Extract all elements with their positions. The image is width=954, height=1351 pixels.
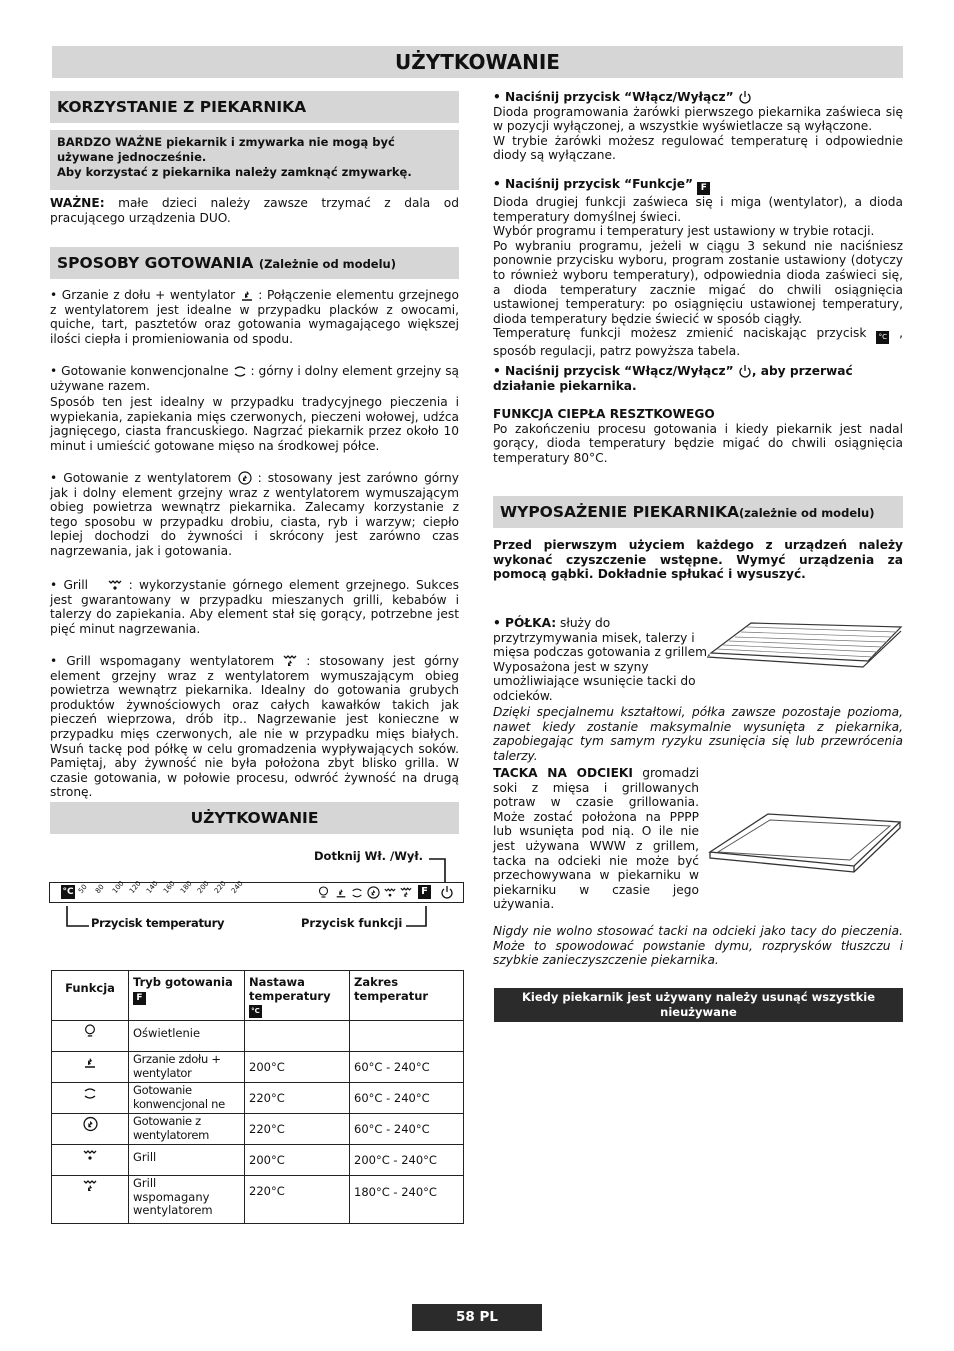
table-cell-range: 180°C - 240°C [350, 1176, 464, 1224]
panel-tick: 200 [195, 879, 211, 895]
shelf-label: • PÓŁKA: [493, 616, 557, 630]
shelf-note: Dzięki specjalnemu kształtowi, półka zawsze pozostaje pozioma, nawet kiedy zostanie maksymalnie wysunięta z piekarnika, zapobiegając tym samym ryzyku zsunięcia się lub przewrócenia talerzy. [493, 705, 903, 763]
table-cell-range: 200°C - 240°C [350, 1145, 464, 1176]
table-cell-mode: Grill [129, 1145, 245, 1176]
table-row [52, 1176, 464, 1224]
method-bottom-fan-desc: : Połączenie elementu grzejnego z wentylatorem jest idealne w przypadku placków z owocami, quiche, tart, pasztetów oraz gotowania wymagającego większej ilości ciepła i promieniowania od spodu. [50, 288, 460, 346]
power-icon [738, 364, 752, 378]
method-grill [50, 578, 459, 636]
method-conventional-name: • Gotowanie konwencjonalne [50, 364, 229, 378]
table-cell-icon [52, 1114, 129, 1145]
lamp-icon [84, 1023, 96, 1039]
table-row [52, 1114, 464, 1145]
table-cell-set: 200°C [245, 1145, 350, 1176]
step-function-text-2: Wybór programu i temperatury jest ustawiony w trybie rotacji. [493, 224, 875, 239]
cooking-methods-subtitle: (Zależnie od modelu) [258, 257, 396, 271]
cooking-methods-title: SPOSOBY GOTOWANIA [57, 254, 254, 272]
fan-oven-icon [367, 886, 380, 903]
col-header-set-temp [245, 971, 350, 1021]
function-key-icon: F [697, 182, 710, 195]
table-cell-set: 220°C [245, 1083, 350, 1114]
remove-accessories-note: Kiedy piekarnik jest używany należy usunąć wszystkie nieużywane [494, 988, 903, 1022]
panel-tick: 240 [229, 879, 245, 895]
table-row [52, 1052, 464, 1083]
step-function-text-4b: , sposób regulacji, patrz powyższa tabela. [493, 326, 904, 359]
temperature-key-icon: °C [249, 1005, 262, 1018]
table-cell-mode: Grill wspomagany wentylatorem [129, 1176, 245, 1224]
method-bottom-fan [50, 288, 459, 346]
conventional-icon [83, 1085, 97, 1101]
conventional-icon [233, 364, 247, 378]
panel-tick: 140 [144, 879, 160, 895]
table-cell-set: 200°C [245, 1052, 350, 1083]
power-icon [738, 90, 752, 104]
section-title-using-oven: KORZYSTANIE Z PIEKARNIKA [50, 91, 459, 123]
table-cell-set: 220°C [245, 1114, 350, 1145]
panel-tick: 120 [127, 879, 143, 895]
warning-line-2: Aby korzystać z piekarnika należy zamknąć zmywarkę. [57, 165, 412, 179]
fan-oven-icon [238, 471, 252, 485]
control-panel [49, 879, 464, 903]
method-conventional [50, 364, 459, 393]
method-conventional-detail: Sposób ten jest idealny w przypadku tradycyjnego pieczenia i wypiekania, zapiekania mięs czerwonych, pieczeni wołowej, udźca jagnięcego, ciasta francuskiego. Nagrzać piekarnik przez około 10 minut i umieścić gotowane mięso na środkowej półce. [50, 395, 459, 453]
function-button-icon[interactable]: F [418, 885, 431, 899]
warning-line-1: BARDZO WAŻNE piekarnik i zmywarka nie mogą być używane jednocześnie. [57, 135, 395, 164]
table-cell-range: 60°C - 240°C [350, 1083, 464, 1114]
panel-tick: 180 [178, 879, 194, 895]
grill-icon [108, 578, 122, 592]
power-callout-line [428, 858, 448, 884]
temperature-button-icon[interactable]: °C [62, 887, 74, 897]
function-table [51, 970, 464, 1224]
step-power-on-title: • Naciśnij przycisk “Włącz/Wyłącz” [493, 90, 734, 104]
method-fan-grill [50, 654, 459, 800]
panel-tick: 80 [93, 883, 106, 895]
method-fan-name: • Gotowanie z wentylatorem [50, 471, 232, 485]
tray-text: gromadzi soki z mięsa i grillowanych potraw w czasie grillowania. Może zostać położona na PPPP lub wsunięta pod nią. O ile nie jest używana WWW z grillem, tacka na odcieki nie może być przechowywana w piekarniku w piekarniku w czasie jego używania. [493, 766, 700, 912]
tray-description [493, 766, 699, 912]
important-text: małe dzieci należy zawsze trzymać z dala od pracującego urządzenia DUO. [50, 196, 459, 225]
accessories-title: WYPOSAŻENIE PIEKARNIKA [500, 503, 739, 521]
step-power-on-heading [493, 90, 903, 105]
step-function-text-4 [493, 326, 903, 359]
page-number: 58 PL [412, 1304, 542, 1331]
table-cell-icon [52, 1083, 129, 1114]
temperature-key-icon: °C [876, 331, 889, 344]
method-fan-desc: : stosowany jest zarówno górny jak i dolny element grzejny wraz z wentylatorem wymuszającym obieg powietrza wewnątrz piekarnika. Zalecamy korzystanie z tego sposobu w przypadku drobiu, ciasta, ryb i warzyw; ciepło lepiej dochodzi do żywności i skrócony jest zarówno czas nagrzewania, jak i gotowania. [50, 471, 459, 558]
drip-tray-illustration [704, 808, 904, 878]
step-power-off [493, 364, 903, 393]
table-cell-mode: Grzanie zdołu + wentylator [129, 1052, 245, 1083]
bottom-fan-icon [240, 288, 254, 302]
accessories-subtitle: (zależnie od modelu) [738, 506, 875, 520]
table-cell-mode: Gotowanie z wentylatorem [129, 1114, 245, 1145]
section-title-accessories [493, 496, 903, 528]
col-header-range: Zakres temperatur [350, 971, 464, 1021]
important-note [50, 196, 459, 225]
step-power-off-a: • Naciśnij przycisk “Włącz/Wyłącz” [493, 364, 734, 378]
step-power-on-text: Dioda programowania żarówki pierwszego piekarnika zaświeca się w pozycji wyłączonej, a wszystkie wyświetlacze są wyłączone. [493, 104, 903, 134]
bottom-fan-icon [335, 886, 347, 903]
step-function-heading [493, 177, 903, 195]
accessories-intro: Przed pierwszym użyciem każdego z urządzeń należy wykonać czyszczenie wstępne. Wymyć urządzenia za pomocą gąbki. Dokładnie spłukać i wysuszyć. [493, 538, 903, 582]
table-cell-icon [52, 1052, 129, 1083]
mode-header-text: Tryb gotowania [133, 975, 233, 989]
panel-tick: 50 [76, 883, 89, 895]
oven-shelf-illustration [703, 615, 903, 675]
conventional-icon [351, 886, 363, 903]
grill-icon [384, 886, 396, 903]
step-function-title: • Naciśnij przycisk “Funkcje” [493, 177, 694, 191]
power-touch-label: Dotknij Wł. /Wył. [314, 849, 424, 863]
fan-grill-icon [83, 1178, 97, 1194]
tray-note: Nigdy nie wolno stosować tacki na odcieki jako tacy do pieczenia. Może to spowodować powstanie dymu, rozprysków tłuszczu i szybkie zanieczyszczenie piekarnika. [493, 924, 903, 968]
col-header-mode [129, 971, 245, 1021]
section-title-usage: UŻYTKOWANIE [50, 802, 459, 834]
table-row [52, 1021, 464, 1052]
table-row [52, 1145, 464, 1176]
step-power-on [493, 90, 903, 163]
table-cell-mode: Oświetlenie [129, 1021, 245, 1052]
table-cell-icon [52, 1145, 129, 1176]
important-label: WAŻNE: [50, 196, 105, 210]
grill-icon [83, 1147, 97, 1163]
power-button-icon[interactable] [440, 885, 454, 903]
section-title-cooking-methods [50, 247, 459, 279]
panel-tick: 160 [161, 879, 177, 895]
table-cell-icon [52, 1021, 129, 1052]
table-cell-range: 60°C - 240°C [350, 1114, 464, 1145]
table-header-row [52, 971, 464, 1021]
fan-oven-icon [83, 1116, 98, 1132]
temperature-button-label: Przycisk temperatury [91, 916, 225, 930]
function-key-icon: F [133, 992, 146, 1005]
table-cell-range [350, 1021, 464, 1052]
step-function-text-4a: Temperaturę funkcji możesz zmienić naciskając przycisk [493, 326, 867, 341]
warning-notice [50, 130, 459, 190]
tray-label: TACKA NA ODCIEKI [493, 766, 633, 780]
residual-heat-title: FUNKCJA CIEPŁA RESZTKOWEGO [493, 407, 715, 421]
page-title: UŻYTKOWANIE [52, 46, 903, 78]
step-function-text-3: Po wybraniu programu, jeżeli w ciągu 3 sekund nie naciśniesz ponownie przycisku wyboru, program zostanie ustawiony (dotyczy to również wyboru temperatury), odpowiednia dioda zaświeci się, a dioda temperatury zacznie migać do chwili osiągnięcia ustawionej temperatury: po osiągnięciu ustawionej temperatury, dioda temperatury będzie świecić w sposób ciągły. [493, 238, 903, 326]
method-grill-name: • Grill [50, 578, 89, 592]
step-power-off-b: , aby przerwać działanie piekarnika. [493, 364, 853, 393]
method-fan-grill-name: • Grill wspomagany wentylatorem [50, 654, 275, 668]
method-fan-grill-desc: : stosowany jest górny element grzejny wraz z wentylatorem wymuszającym obieg powietrza wewnątrz piekarnika. Idealny do gotowania grubych produktów żywnościowych oraz całych kawałków takich jak pieczeń wieprzowa, drób itp.. Nagrzewanie jest konieczne w przypadku mięs czerwonych, ale nie w przypadku mięs białych. Wsuń tackę pod półkę w celu gromadzenia wypływających soków. Pamiętaj, aby żywność nie była położona zbyt blisko grilla. W czasie gotowania, w połowie procesu, odwróć żywność na drugą stronę. [50, 654, 459, 800]
shelf-description [493, 616, 717, 704]
table-cell-range: 60°C - 240°C [350, 1052, 464, 1083]
table-cell-set [245, 1021, 350, 1052]
set-temp-header-text: Nastawa temperatury [249, 975, 331, 1003]
panel-tick: 220 [212, 879, 228, 895]
table-cell-icon [52, 1176, 129, 1224]
table-cell-mode: Gotowanie konwencjonal ne [129, 1083, 245, 1114]
residual-heat-text: Po zakończeniu procesu gotowania i kiedy piekarnik jest nadal gorący, dioda temperatury będzie migać do chwili osiągnięcia temperatury 80°C. [493, 421, 903, 465]
panel-tick: 100 [110, 879, 126, 895]
fan-grill-icon [400, 886, 412, 903]
table-row [52, 1083, 464, 1114]
step-power-on-text-2: W trybie żarówki możesz regulować temperaturę i odpowiednie diody są wyłączane. [493, 133, 903, 163]
table-cell-set: 220°C [245, 1176, 350, 1224]
step-function [493, 177, 903, 359]
bottom-fan-icon [83, 1054, 97, 1070]
method-fan [50, 471, 459, 559]
col-header-function: Funkcja [52, 971, 129, 1021]
method-conventional-desc: : górny i dolny element grzejny są używane razem. [50, 364, 460, 393]
function-button-label: Przycisk funkcji [301, 916, 403, 930]
temp-callout-line [66, 906, 90, 928]
residual-heat [493, 407, 903, 465]
func-callout-line [405, 906, 429, 928]
method-grill-desc: : wykorzystanie górnego element grzejnego. Sukces jest gwarantowany w przypadku mieszanych grilli, kebabów i talerzy do zapiekania. Aby element stał się gorący, potrzebne jest pięć minut nagrzewania. [50, 578, 460, 636]
step-function-text: Dioda drugiej funkcji zaświeca się i miga (wentylator), a dioda temperatury domyślnej świeci. [493, 195, 903, 224]
lamp-icon [318, 886, 329, 903]
method-bottom-fan-name: • Grzanie z dołu + wentylator [50, 288, 236, 302]
fan-grill-icon [283, 654, 297, 668]
shelf-text: służy do przytrzymywania misek, talerzy i mięsa podczas gotowania z grillem. Wyposażona jest w szyny umożliwiające wsunięcie tacki do odcieków. [493, 616, 711, 703]
